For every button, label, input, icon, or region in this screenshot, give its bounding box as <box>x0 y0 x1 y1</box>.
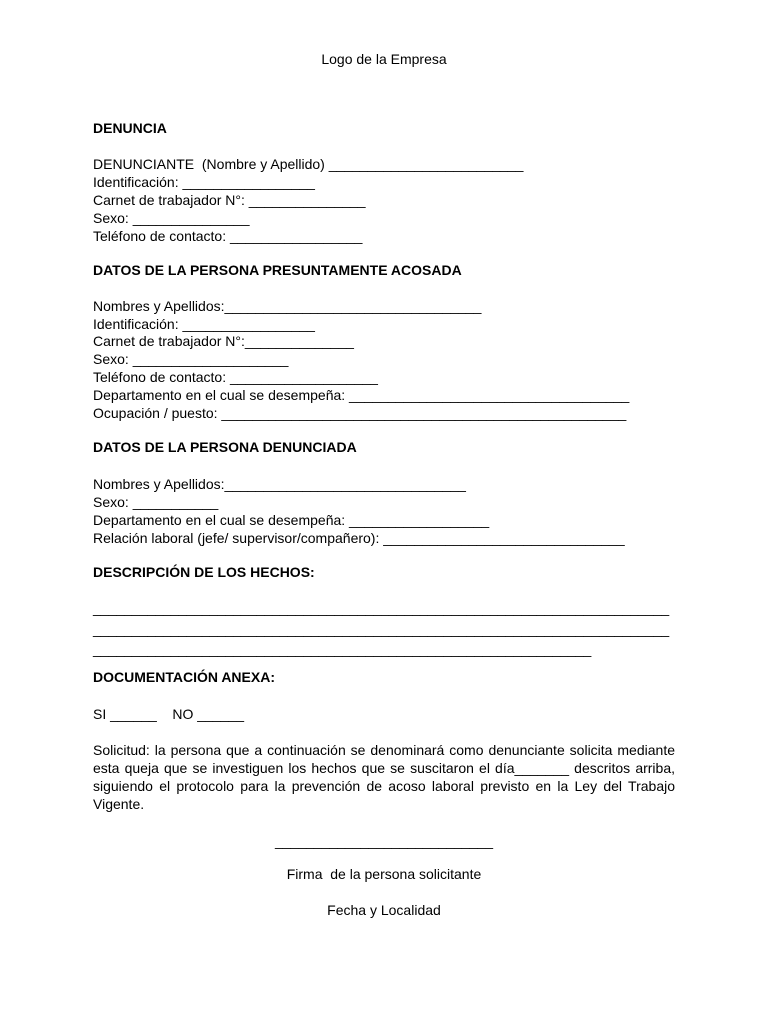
field-acosada-departamento[interactable]: Departamento en el cual se desempeña: ____________________________________ <box>93 387 630 403</box>
field-denunciante-carnet[interactable]: Carnet de trabajador N°: _______________ <box>93 192 366 208</box>
field-acosada-nombres[interactable]: Nombres y Apellidos:_________________________________ <box>93 298 482 314</box>
field-acosada-sexo[interactable]: Sexo: ____________________ <box>93 351 289 367</box>
section-title-anexa: DOCUMENTACIÓN ANEXA: <box>93 669 275 685</box>
field-acosada-identificacion[interactable]: Identificación: _________________ <box>93 316 315 332</box>
date-place-label: Fecha y Localidad <box>327 902 441 918</box>
company-logo-placeholder: Logo de la Empresa <box>321 51 447 67</box>
section-title-hechos: DESCRIPCIÓN DE LOS HECHOS: <box>93 564 315 580</box>
field-denunciante-nombre[interactable]: DENUNCIANTE (Nombre y Apellido) _________________________ <box>93 156 524 172</box>
hechos-line-2[interactable]: __________________________________________________________________________ <box>93 621 670 637</box>
field-denunciada-relacion[interactable]: Relación laboral (jefe/ supervisor/compañero): _______________________________ <box>93 530 625 546</box>
field-denunciada-departamento[interactable]: Departamento en el cual se desempeña: __________________ <box>93 512 490 528</box>
field-acosada-telefono[interactable]: Teléfono de contacto: ___________________ <box>93 369 378 385</box>
field-denunciante-sexo[interactable]: Sexo: _______________ <box>93 210 250 226</box>
section-title-denunciada: DATOS DE LA PERSONA DENUNCIADA <box>93 439 357 455</box>
section-title-denuncia: DENUNCIA <box>93 120 167 136</box>
anexa-si-no-options[interactable]: SI ______ NO ______ <box>93 706 244 722</box>
signature-label: Firma de la persona solicitante <box>286 866 482 882</box>
signature-line[interactable]: ____________________________ <box>274 833 493 849</box>
hechos-line-3[interactable]: ________________________________________________________________ <box>93 641 592 657</box>
field-acosada-ocupacion[interactable]: Ocupación / puesto: ____________________________________________________ <box>93 405 627 421</box>
field-denunciada-nombres[interactable]: Nombres y Apellidos:_______________________________ <box>93 476 466 492</box>
field-denunciante-identificacion[interactable]: Identificación: _________________ <box>93 174 315 190</box>
field-denunciada-sexo[interactable]: Sexo: ___________ <box>93 494 219 510</box>
hechos-line-1[interactable]: __________________________________________________________________________ <box>93 600 670 616</box>
field-denunciante-telefono[interactable]: Teléfono de contacto: _________________ <box>93 228 363 244</box>
solicitud-paragraph: Solicitud: la persona que a continuación se denominará como denunciante solicita mediante esta queja que se investiguen los hechos que se suscitaron el día_______ descritos arriba, siguiendo el protocolo para la prevención de acoso laboral previsto en la Ley del Trabajo Vigente. <box>93 742 675 812</box>
section-title-acosada: DATOS DE LA PERSONA PRESUNTAMENTE ACOSADA <box>93 262 462 278</box>
field-acosada-carnet[interactable]: Carnet de trabajador N°:______________ <box>93 333 354 349</box>
